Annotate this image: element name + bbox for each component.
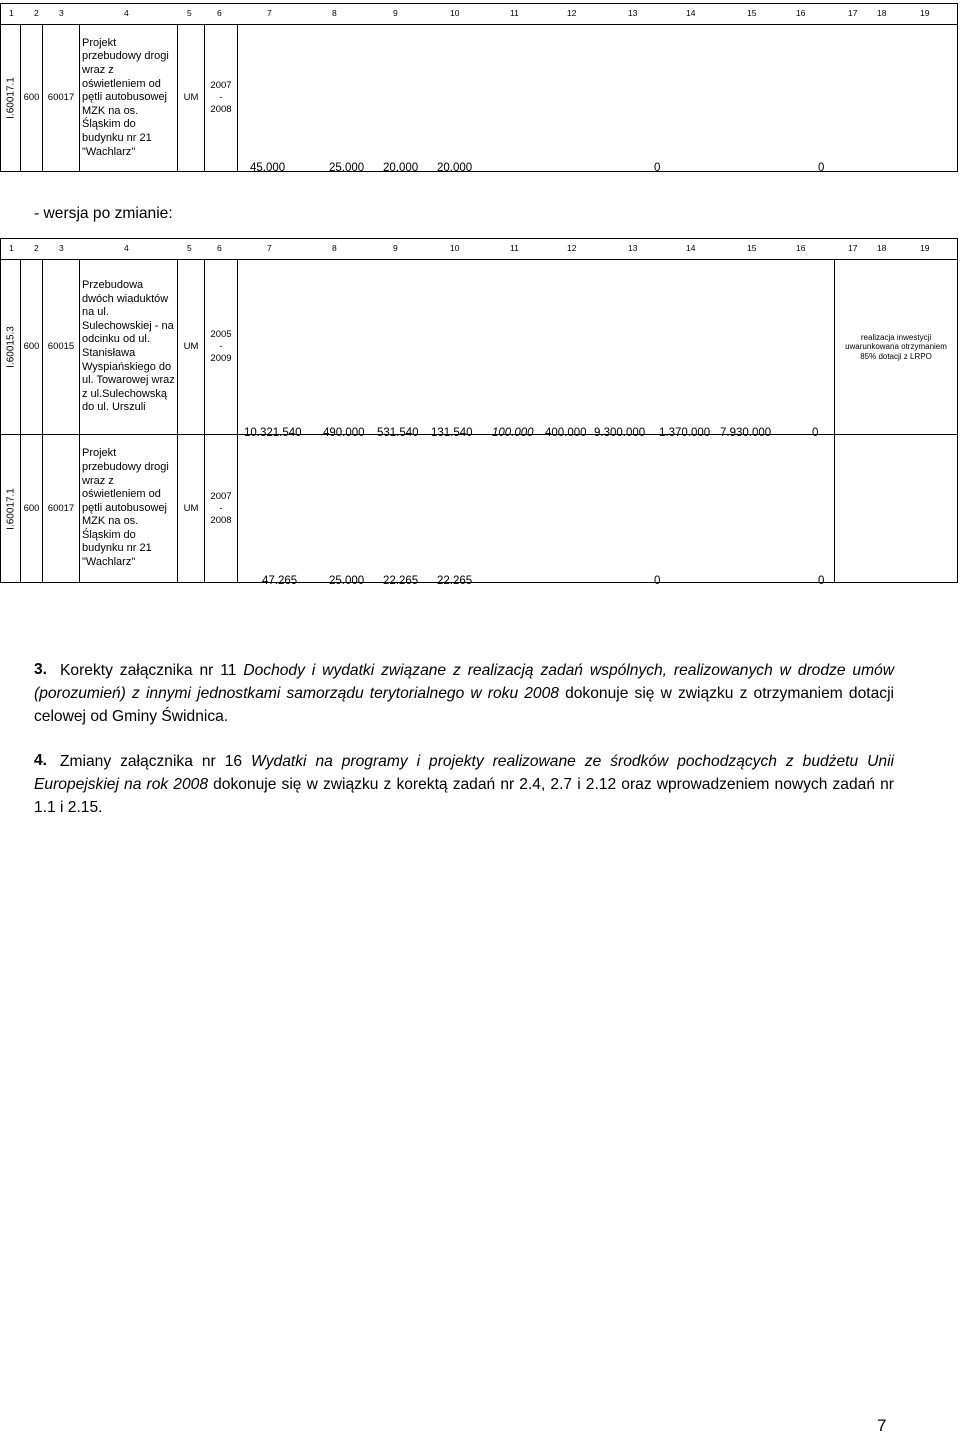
value: 0 bbox=[818, 574, 825, 587]
row-code: I.60015.3 bbox=[1, 260, 21, 435]
changed-table bbox=[0, 238, 958, 587]
note-cell bbox=[835, 435, 958, 583]
column-number: 3 bbox=[59, 8, 64, 18]
period-cell: 2007 - 2008 bbox=[205, 435, 238, 583]
value: 1.370.000 bbox=[659, 427, 711, 439]
column-number: 19 bbox=[920, 8, 930, 18]
column-number: 1 bbox=[9, 8, 14, 18]
value: 10.321.540 bbox=[244, 427, 302, 439]
value: 22.265 bbox=[383, 574, 419, 587]
value: 100.000 bbox=[492, 427, 534, 439]
value: 400.000 bbox=[545, 427, 587, 439]
description-cell: Projekt przebudowy drogi wraz z oświetleniem od pętli autobusowej MZK na os. Śląskim do budynku nr 21 "Wachlarz" bbox=[80, 435, 178, 583]
column-number: 10 bbox=[450, 243, 460, 253]
unit-cell: UM bbox=[178, 25, 205, 172]
value: 0 bbox=[818, 162, 825, 174]
value: 131.540 bbox=[431, 427, 473, 439]
rozdzial-cell: 60015 bbox=[43, 260, 80, 435]
value: 45.000 bbox=[250, 162, 286, 174]
column-number: 18 bbox=[877, 8, 887, 18]
values-cell bbox=[238, 435, 835, 587]
value: 7.930.000 bbox=[720, 427, 772, 439]
column-number: 2 bbox=[34, 243, 39, 253]
column-number: 18 bbox=[877, 243, 887, 253]
column-number: 5 bbox=[187, 8, 192, 18]
dzial-cell: 600 bbox=[21, 260, 43, 435]
column-number: 10 bbox=[450, 8, 460, 18]
value: 490.000 bbox=[323, 427, 365, 439]
table-row bbox=[1, 260, 958, 435]
column-number-row bbox=[1, 239, 958, 260]
paragraph-number: 4. bbox=[34, 752, 48, 769]
value: 0 bbox=[654, 162, 661, 174]
column-number: 13 bbox=[628, 243, 638, 253]
column-number: 16 bbox=[796, 8, 806, 18]
column-number: 3 bbox=[59, 243, 64, 253]
column-number: 8 bbox=[332, 243, 337, 253]
value: 9.300.000 bbox=[594, 427, 646, 439]
column-number: 16 bbox=[796, 243, 806, 253]
page-number: 7 bbox=[877, 1416, 887, 1435]
column-number: 5 bbox=[187, 243, 192, 253]
column-number: 4 bbox=[124, 243, 129, 253]
column-number: 15 bbox=[747, 8, 757, 18]
description-cell: Projekt przebudowy drogi wraz z oświetleniem od pętli autobusowej MZK na os. Śląskim do budynku nr 21 "Wachlarz" bbox=[80, 25, 178, 172]
column-number-row bbox=[1, 4, 958, 25]
column-number: 11 bbox=[510, 8, 519, 18]
description-cell: Przebudowa dwóch wiaduktów na ul. Sulechowskiej - na odcinku od ul. Stanisława Wyspiańskiego do ul. Towarowej wraz z ul.Sulechowską do ul. Urszuli bbox=[80, 260, 178, 435]
value: 25.000 bbox=[329, 162, 365, 174]
column-number: 2 bbox=[34, 8, 39, 18]
column-number: 12 bbox=[567, 8, 577, 18]
table-row bbox=[1, 25, 958, 172]
column-number: 4 bbox=[124, 8, 129, 18]
column-number: 9 bbox=[393, 8, 398, 18]
rozdzial-cell: 60017 bbox=[43, 435, 80, 583]
paragraph-4: Zmiany załącznika nr 16 Wydatki na programy i projekty realizowane ze środków pochodzących z budżetu Unii Europejskiej na rok 2008 dokonuje się w związku z korektą zadań nr 2.4, 2.7 i 2.12 oraz wprowadzeniem nowych zadań nr 1.1 i 2.15. bbox=[34, 753, 894, 816]
row-code: I.60017.1 bbox=[1, 435, 21, 583]
column-number: 8 bbox=[332, 8, 337, 18]
value: 47.265 bbox=[262, 574, 298, 587]
column-number: 14 bbox=[686, 8, 696, 18]
column-number: 17 bbox=[848, 8, 858, 18]
unit-cell: UM bbox=[178, 435, 205, 583]
period-cell: 2005 - 2009 bbox=[205, 260, 238, 435]
column-number: 14 bbox=[686, 243, 696, 253]
value: 0 bbox=[654, 574, 661, 587]
column-number: 1 bbox=[9, 243, 14, 253]
top-table bbox=[0, 3, 958, 172]
period-cell: 2007 - 2008 bbox=[205, 25, 238, 172]
value: 25.000 bbox=[329, 574, 365, 587]
unit-cell: UM bbox=[178, 260, 205, 435]
paragraph-3: Korekty załącznika nr 11 Dochody i wydatki związane z realizacją zadań wspólnych, realizowanych w drodze umów (porozumień) z innymi jednostkami samorządu terytorialnego w roku 2008 dokonuje się w związku z otrzymaniem dotacji celowej od Gminy Świdnica. bbox=[34, 662, 895, 725]
value: 531.540 bbox=[377, 427, 419, 439]
column-number: 6 bbox=[217, 243, 222, 253]
values-cell bbox=[238, 25, 958, 172]
paragraph-number: 3. bbox=[34, 661, 48, 678]
value: 20.000 bbox=[437, 162, 473, 174]
values-cell bbox=[238, 260, 835, 439]
column-number: 7 bbox=[267, 8, 272, 18]
column-number: 9 bbox=[393, 243, 398, 253]
row-code: I.60017.1 bbox=[1, 25, 21, 172]
value: 20.000 bbox=[383, 162, 419, 174]
column-number: 6 bbox=[217, 8, 222, 18]
dzial-cell: 600 bbox=[21, 25, 43, 172]
column-number: 15 bbox=[747, 243, 757, 253]
dzial-cell: 600 bbox=[21, 435, 43, 583]
column-number: 7 bbox=[267, 243, 272, 253]
column-number: 13 bbox=[628, 8, 638, 18]
rozdzial-cell: 60017 bbox=[43, 25, 80, 172]
column-number: 12 bbox=[567, 243, 577, 253]
table-row bbox=[1, 435, 958, 583]
column-number: 19 bbox=[920, 243, 930, 253]
column-number: 11 bbox=[510, 243, 519, 253]
value: 0 bbox=[812, 427, 819, 439]
value: 22.265 bbox=[437, 574, 473, 587]
column-number: 17 bbox=[848, 243, 858, 253]
section-heading: - wersja po zmianie: bbox=[34, 205, 173, 222]
note-cell: realizacja inwestycji uwarunkowana otrzymaniem 85% dotacji z LRPO bbox=[835, 260, 958, 435]
